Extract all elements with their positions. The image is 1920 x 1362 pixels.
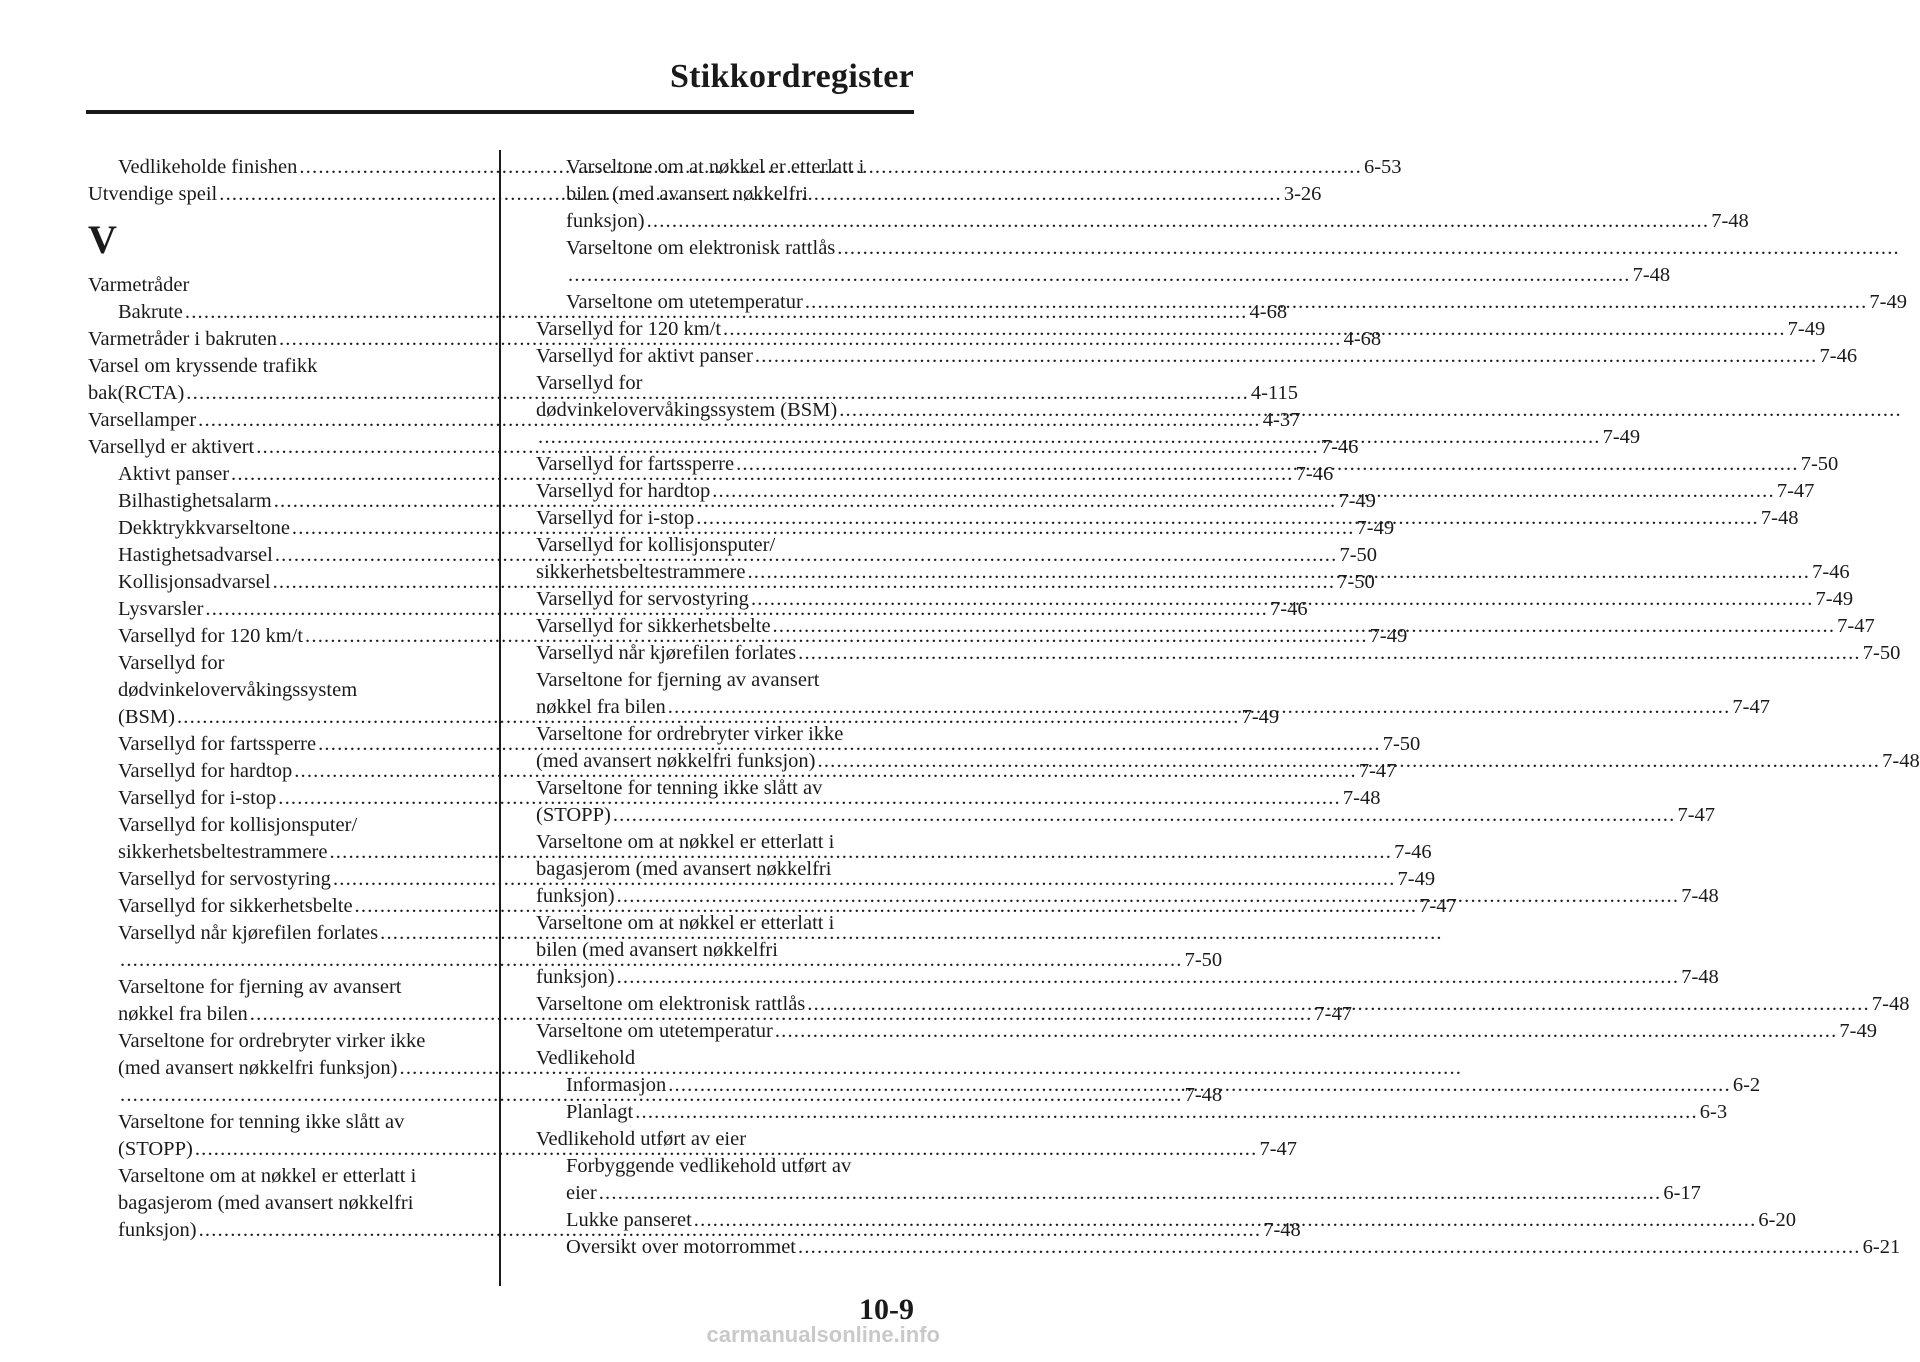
entry-text: funksjon) <box>536 966 615 988</box>
dot-leader <box>599 1180 1662 1207</box>
entry-text: Varsellyd for servostyring <box>118 868 331 890</box>
entry-text: Lysvarsler <box>118 598 204 620</box>
entry-page-ref: 7-50 <box>1382 733 1421 755</box>
entry-text: Varsellyd er aktivert <box>88 436 255 458</box>
entry-text: sikkerhetsbeltestrammere <box>118 841 328 863</box>
entry-page-ref: 7-49 <box>1338 490 1376 512</box>
entry-text: nøkkel fra bilen <box>536 696 666 718</box>
entry-page-ref: 7-48 <box>1882 750 1920 772</box>
entry-text: Varsellyd for <box>118 652 225 674</box>
entry-page-ref: 7-50 <box>1862 642 1901 664</box>
index-entry <box>536 802 1716 829</box>
entry-page-ref: 7-49 <box>1397 868 1436 890</box>
index-entry <box>536 640 1901 667</box>
dot-leader <box>712 478 1775 505</box>
index-subentry <box>88 812 464 839</box>
dot-leader <box>818 748 1881 775</box>
entry-text: Varsellyd for hardtop <box>536 480 711 502</box>
index-subentry <box>88 1028 464 1055</box>
entry-text: Utvendige speil <box>88 183 218 205</box>
entry-text: Varseltone for ordrebryter virker ikke <box>536 723 844 745</box>
entry-text: Varsel om kryssende trafikk <box>88 355 318 377</box>
entry-text: (med avansert nøkkelfri funksjon) <box>118 1057 398 1079</box>
index-subentry <box>536 235 914 262</box>
entry-page-ref: 6-3 <box>1699 1101 1728 1123</box>
index-subentry <box>88 1109 464 1136</box>
dot-leader <box>668 694 1731 721</box>
dot-leader <box>647 208 1710 235</box>
entry-page-ref: 7-47 <box>1776 480 1815 502</box>
entry-text: Varseltone for tenning ikke slått av <box>536 777 823 799</box>
entry-text: funksjon) <box>566 210 645 232</box>
entry-page-ref: 7-46 <box>1320 436 1359 458</box>
index-entry <box>536 532 914 559</box>
dot-leader <box>538 424 1601 451</box>
index-entry <box>88 434 1359 461</box>
entry-text: (STOPP) <box>118 1138 193 1160</box>
entry-text: Varsellyd for kollisjonsputer/ <box>536 534 776 556</box>
entry-text: Varseltone om at nøkkel er etterlatt i <box>118 1165 417 1187</box>
entry-page-ref: 7-48 <box>1342 787 1381 809</box>
entry-page-ref: 7-49 <box>1815 588 1854 610</box>
index-entry <box>88 272 464 299</box>
entry-page-ref: 7-49 <box>1241 706 1280 728</box>
entry-page-ref: 4-115 <box>1250 382 1298 404</box>
entry-page-ref: 7-48 <box>1263 1219 1301 1241</box>
index-subentry <box>536 1180 1701 1207</box>
entry-page-ref: 7-47 <box>1837 615 1875 637</box>
entry-page-ref: 6-53 <box>1363 156 1402 178</box>
entry-text: Varsellyd for 120 km/t <box>536 318 722 340</box>
index-subentry <box>536 1099 1728 1126</box>
index-subentry <box>88 650 464 677</box>
entry-text: Varsellyd for hardtop <box>118 760 293 782</box>
index-entry <box>536 1126 914 1153</box>
entry-text: Varsellyd for 120 km/t <box>118 625 304 647</box>
entry-text: sikkerhetsbeltestrammere <box>536 561 746 583</box>
entry-page-ref: 7-48 <box>1632 264 1671 286</box>
index-subentry <box>536 154 914 181</box>
entry-page-ref: 7-48 <box>1681 885 1719 907</box>
dot-leader <box>736 451 1799 478</box>
entry-text: Varseltone for ordrebryter virker ikke <box>118 1030 426 1052</box>
entry-page-ref: 7-49 <box>1839 1020 1877 1042</box>
entry-text: bagasjerom (med avansert nøkkelfri <box>118 1192 414 1214</box>
entry-text: Varseltone om utetemperatur <box>536 1020 773 1042</box>
entry-text: Varseltone om elektronisk rattlås <box>566 237 836 259</box>
entry-text: Varsellyd for <box>536 372 643 394</box>
index-subentry <box>536 1153 914 1180</box>
entry-page-ref: 7-50 <box>1800 453 1839 475</box>
entry-page-ref: 7-47 <box>1259 1138 1298 1160</box>
entry-text: Vedlikeholde finishen <box>118 156 298 178</box>
entry-text: Varseltone om elektronisk rattlås <box>536 993 806 1015</box>
entry-text: Varmetråder <box>88 274 190 296</box>
entry-text: Varsellyd for fartssperre <box>118 733 317 755</box>
page-number: 10-9 <box>859 1293 914 1326</box>
entry-page-ref: 6-20 <box>1758 1209 1796 1231</box>
dot-leader <box>613 802 1676 829</box>
entry-text: Varsellyd for aktivt panser <box>536 345 753 367</box>
entry-text: Varseltone om at nøkkel er etterlatt i <box>536 912 835 934</box>
entry-page-ref: 6-21 <box>1862 1236 1901 1258</box>
dot-leader <box>668 1072 1731 1099</box>
index-entry <box>536 343 1858 370</box>
entry-text: Varseltone for fjerning av avansert <box>536 669 820 691</box>
dot-leader <box>805 289 1868 316</box>
entry-text: Lukke panseret <box>566 1209 692 1231</box>
entry-text: Bakrute <box>118 301 183 323</box>
entry-page-ref: 4-37 <box>1262 409 1301 431</box>
entry-text: bak(RCTA) <box>88 382 185 404</box>
entry-text: Varsellyd for i-stop <box>536 507 695 529</box>
entry-page-ref: 7-46 <box>1812 561 1850 583</box>
dot-leader <box>798 640 1861 667</box>
entry-page-ref: 7-50 <box>1184 949 1223 971</box>
entry-text: funksjon) <box>118 1219 197 1241</box>
dot-leader <box>751 586 1814 613</box>
entry-page-ref: 3-26 <box>1283 183 1322 205</box>
entry-text: Dekktrykkvarseltone <box>118 517 290 539</box>
entry-text: Kollisjonsadvarsel <box>118 571 271 593</box>
entry-text: Vedlikehold <box>536 1047 636 1069</box>
index-entry <box>536 937 914 964</box>
entry-page-ref: 7-48 <box>1681 966 1719 988</box>
index-entry <box>536 721 914 748</box>
entry-page-ref: 7-47 <box>1419 895 1457 917</box>
page-header-title: Stikkordregister <box>669 58 914 95</box>
entry-text: dødvinkelovervåkingssystem (BSM) <box>536 399 838 421</box>
entry-text: Varsellyd for fartssperre <box>536 453 735 475</box>
entry-text: Varmetråder i bakruten <box>88 328 277 350</box>
entry-text: nøkkel fra bilen <box>118 1003 248 1025</box>
entry-text: Varseltone om utetemperatur <box>566 291 803 313</box>
dot-leader <box>807 991 1870 1018</box>
entry-text: (med avansert nøkkelfri funksjon) <box>536 750 816 772</box>
entry-page-ref: 7-50 <box>1337 571 1375 593</box>
entry-page-ref: 7-49 <box>1602 426 1641 448</box>
watermark: carmanualsonline.info <box>706 1322 940 1347</box>
index-subentry <box>536 181 914 208</box>
entry-text: Varsellamper <box>88 409 197 431</box>
dot-leader <box>747 559 1810 586</box>
entry-page-ref: 6-2 <box>1732 1074 1761 1096</box>
entry-page-ref: 7-46 <box>1295 463 1334 485</box>
entry-page-ref: 7-48 <box>1760 507 1799 529</box>
entry-text: Varseltone for fjerning av avansert <box>118 976 402 998</box>
dot-leader <box>617 883 1680 910</box>
entry-text: Aktivt panser <box>118 463 230 485</box>
entry-text: Varseltone for tenning ikke slått av <box>118 1111 405 1133</box>
entry-text: (BSM) <box>118 706 175 728</box>
entry-text: Informasjon <box>566 1074 667 1096</box>
dot-leader <box>568 262 1631 289</box>
column-divider <box>499 150 501 1286</box>
dot-leader <box>839 397 1902 424</box>
index-entry <box>536 829 914 856</box>
dot-leader <box>775 1018 1838 1045</box>
index-subentry <box>88 677 464 704</box>
entry-text: Varseltone om at nøkkel er etterlatt i <box>536 831 835 853</box>
section-letter: V <box>88 217 117 262</box>
index-entry <box>536 667 914 694</box>
entry-text: bilen (med avansert nøkkelfri <box>566 183 808 205</box>
entry-page-ref: 7-48 <box>1184 1084 1223 1106</box>
entry-page-ref: 6-17 <box>1663 1182 1701 1204</box>
index-entry <box>88 353 464 380</box>
entry-text: Varseltone om at nøkkel er etterlatt i <box>566 156 865 178</box>
entry-text: Varsellyd for servostyring <box>536 588 749 610</box>
entry-page-ref: 7-50 <box>1339 544 1378 566</box>
entry-text: Bilhastighetsalarm <box>118 490 272 512</box>
dot-leader <box>837 235 1900 262</box>
entry-text: dødvinkelovervåkingssystem <box>118 679 358 701</box>
entry-text: bagasjerom (med avansert nøkkelfri <box>536 858 832 880</box>
index-entry <box>536 1045 914 1072</box>
index-subentry <box>88 1163 464 1190</box>
dot-leader <box>694 1207 1757 1234</box>
entry-text: Varsellyd når kjørefilen forlates <box>118 922 379 944</box>
dot-leader <box>635 1099 1698 1126</box>
entry-page-ref: 4-68 <box>1249 301 1288 323</box>
entry-text: Varsellyd for sikkerhetsbelte <box>536 615 771 637</box>
entry-page-ref: 7-47 <box>1732 696 1770 718</box>
entry-page-ref: 7-47 <box>1358 760 1397 782</box>
entry-text: Varsellyd for i-stop <box>118 787 277 809</box>
entry-text: Hastighetsadvarsel <box>118 544 273 566</box>
dot-leader <box>755 343 1818 370</box>
index-entry <box>536 856 914 883</box>
entry-text: Planlagt <box>566 1101 634 1123</box>
entry-text: Varsellyd for kollisjonsputer/ <box>118 814 358 836</box>
index-subentry <box>88 1055 464 1082</box>
dot-leader <box>773 613 1836 640</box>
entry-page-ref: 7-48 <box>1871 993 1910 1015</box>
entry-page-ref: 4-68 <box>1343 328 1382 350</box>
dot-leader <box>798 1234 1861 1261</box>
index-entry <box>536 397 914 424</box>
entry-page-ref: 7-48 <box>1711 210 1749 232</box>
entry-page-ref: 7-46 <box>1270 598 1308 620</box>
entry-page-ref: 7-49 <box>1369 625 1408 647</box>
index-subentry <box>88 974 464 1001</box>
index-subentry <box>536 1234 1901 1261</box>
entry-page-ref: 7-46 <box>1819 345 1858 367</box>
index-subentry <box>88 1190 464 1217</box>
dot-leader <box>696 505 1759 532</box>
entry-page-ref: 7-49 <box>1356 517 1395 539</box>
index-subentry <box>536 262 1671 289</box>
dot-leader <box>723 316 1786 343</box>
index-entry <box>536 775 914 802</box>
index-subentry <box>88 920 464 947</box>
entry-text: funksjon) <box>536 885 615 907</box>
entry-text: Forbyggende vedlikehold utført av <box>566 1155 852 1177</box>
index-entry <box>536 370 914 397</box>
entry-page-ref: 7-47 <box>1314 1003 1352 1025</box>
entry-page-ref: 7-49 <box>1787 318 1826 340</box>
index-subentry <box>536 208 1749 235</box>
entry-text: bilen (med avansert nøkkelfri <box>536 939 778 961</box>
entry-page-ref: 7-49 <box>1869 291 1907 313</box>
entry-text: Oversikt over motorrommet <box>566 1236 797 1258</box>
entry-text: (STOPP) <box>536 804 611 826</box>
entry-text: eier <box>566 1182 597 1204</box>
index-entry <box>536 910 914 937</box>
entry-text: Varsellyd når kjørefilen forlates <box>536 642 797 664</box>
index-entry <box>536 1018 1877 1045</box>
entry-page-ref: 7-47 <box>1677 804 1716 826</box>
header-rule <box>86 110 914 114</box>
dot-leader <box>617 964 1680 991</box>
entry-page-ref: 7-46 <box>1394 841 1432 863</box>
entry-text: Varsellyd for sikkerhetsbelte <box>118 895 353 917</box>
index-entry <box>536 964 1719 991</box>
entry-text: Vedlikehold utført av eier <box>536 1128 747 1150</box>
